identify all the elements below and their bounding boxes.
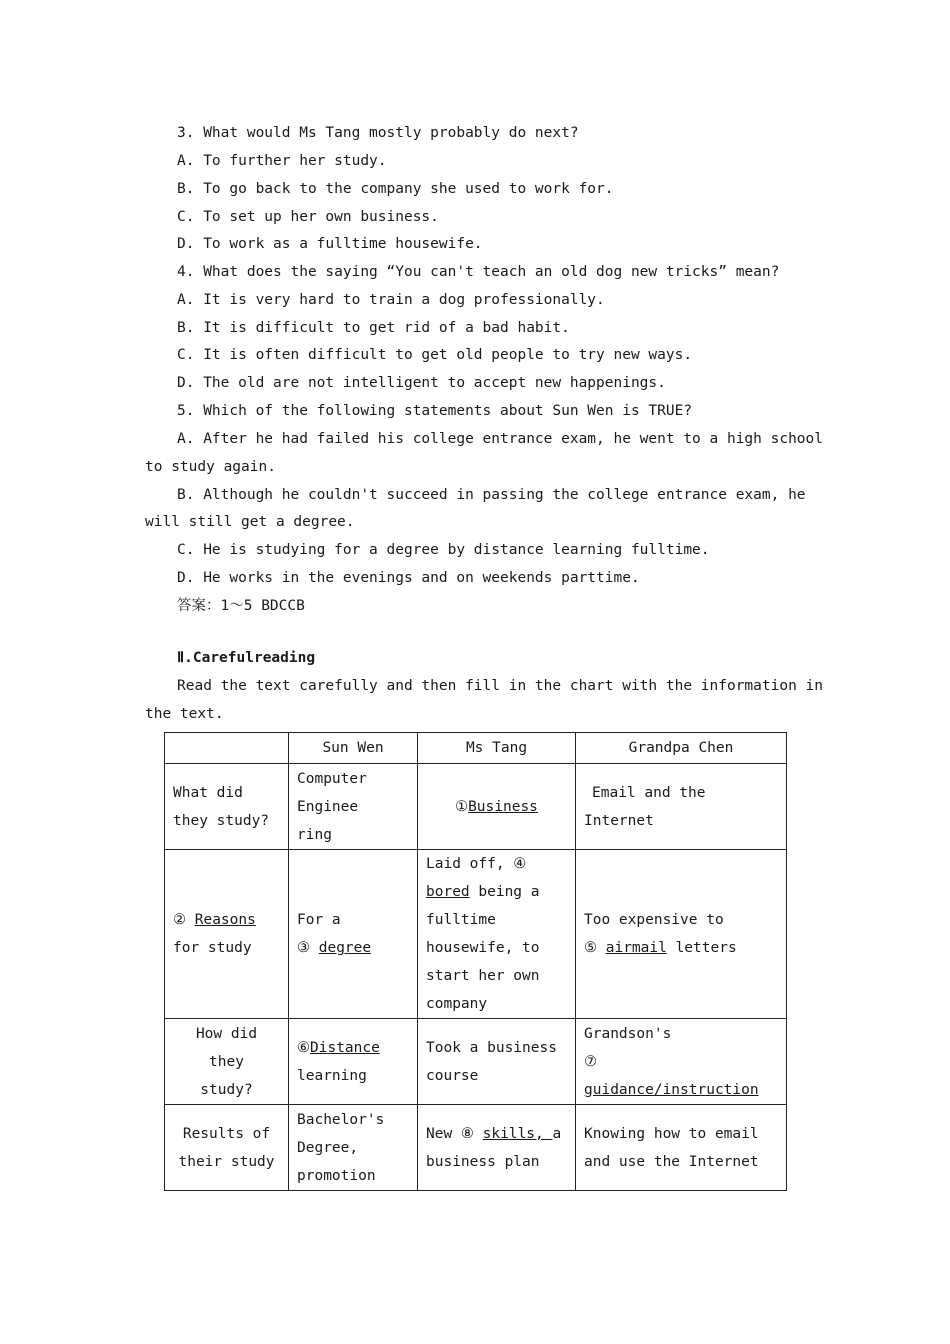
- tang-results: New ⑧ skills, a business plan: [418, 1105, 576, 1191]
- chart-header-row: [165, 733, 787, 764]
- sun-how: ⑥Distance learning: [289, 1019, 418, 1105]
- q3-stem: 3. What would Ms Tang mostly probably do next?: [177, 125, 579, 141]
- answer-8: skills,: [482, 1125, 553, 1142]
- sun-reasons: For a ③ degree: [289, 850, 418, 1019]
- chen-study: Email and the Internet: [576, 764, 787, 850]
- tang-study: ①Business: [418, 764, 576, 850]
- chen-reasons: Too expensive to ⑤ airmail letters: [576, 850, 787, 1019]
- instructions-cont: the text.: [145, 706, 224, 722]
- answer-3: degree: [318, 940, 372, 956]
- answer-4: bored: [426, 884, 470, 900]
- sun-study: Computer Enginee ring: [289, 764, 418, 850]
- header-empty: [165, 733, 289, 764]
- chen-results: Knowing how to email and use the Internet: [576, 1105, 787, 1191]
- q3-option-a: A. To further her study.: [177, 153, 387, 169]
- section-heading: Ⅱ.Carefulreading: [177, 650, 316, 666]
- answer-1: Business: [468, 798, 538, 815]
- q3-option-b: B. To go back to the company she used to work for.: [177, 181, 614, 197]
- header-ms-tang: Ms Tang: [418, 733, 576, 764]
- q4-option-b: B. It is difficult to get rid of a bad habit.: [177, 320, 570, 336]
- header-sun-wen: Sun Wen: [289, 733, 418, 764]
- chart-row-study: [165, 764, 787, 850]
- q3-option-d: D. To work as a fulltime housewife.: [177, 236, 483, 252]
- answer-2: Reasons: [194, 912, 256, 928]
- q5-option-d: D. He works in the evenings and on weekends parttime.: [177, 570, 640, 586]
- q5-option-b-cont: will still get a degree.: [145, 514, 355, 530]
- header-grandpa-chen: Grandpa Chen: [576, 733, 787, 764]
- q5-stem: 5. Which of the following statements about Sun Wen is TRUE?: [177, 403, 693, 419]
- q5-option-b: B. Although he couldn't succeed in passing the college entrance exam, he: [177, 487, 806, 503]
- q4-stem: 4. What does the saying “You can't teach an old dog new tricks” mean?: [177, 264, 780, 280]
- q4-option-c: C. It is often difficult to get old people to try new ways.: [177, 347, 693, 363]
- answer-key: 答案：1～5 BDCCB: [177, 598, 305, 614]
- tang-reasons: Laid off, ④ bored being a fulltime housewife, to start her own company: [418, 850, 576, 1019]
- info-chart: [164, 732, 787, 1191]
- q3-option-c: C. To set up her own business.: [177, 209, 439, 225]
- chen-how: Grandson's ⑦ guidance/instruction: [576, 1019, 787, 1105]
- chart-row-how: [165, 1019, 787, 1105]
- q4-option-a: A. It is very hard to train a dog professionally.: [177, 292, 605, 308]
- answer-6: Distance: [310, 1039, 380, 1056]
- row-label-results: Results of their study: [165, 1105, 289, 1191]
- q5-option-a-cont: to study again.: [145, 459, 276, 475]
- row-label-how: How did they study?: [165, 1019, 289, 1105]
- sun-results: Bachelor's Degree, promotion: [289, 1105, 418, 1191]
- answer-5: airmail: [605, 940, 667, 956]
- q5-option-c: C. He is studying for a degree by distance learning fulltime.: [177, 542, 710, 558]
- chart-row-results: [165, 1105, 787, 1191]
- q5-option-a: A. After he had failed his college entrance exam, he went to a high school: [177, 431, 824, 447]
- instructions: Read the text carefully and then fill in the chart with the information in: [177, 678, 824, 694]
- q4-option-d: D. The old are not intelligent to accept new happenings.: [177, 375, 666, 391]
- row-label-reasons: ② Reasons for study: [165, 850, 289, 1019]
- chart-row-reasons: [165, 850, 787, 1019]
- answer-7: guidance/instruction: [584, 1081, 759, 1098]
- tang-how: Took a business course: [418, 1019, 576, 1105]
- row-label-study: What did they study?: [165, 764, 289, 850]
